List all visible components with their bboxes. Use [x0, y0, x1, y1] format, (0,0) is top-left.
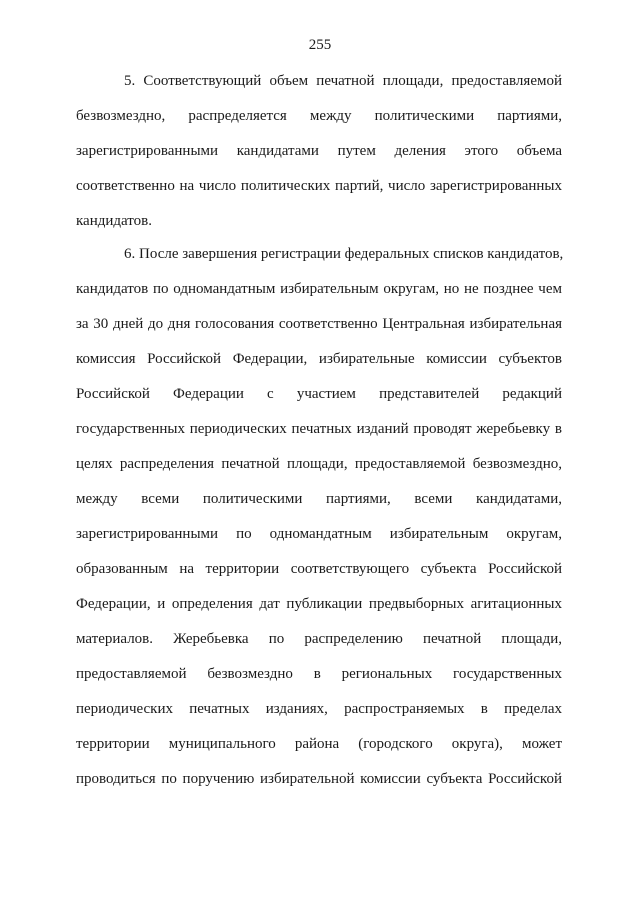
text-line: кандидатов. [76, 213, 152, 229]
text-line: периодических печатных изданиях, распространяемых в пределах [76, 701, 562, 717]
text-line: образованным на территории соответствующего субъекта Российской [76, 561, 562, 577]
paragraph-5 [76, 72, 562, 247]
text-line: безвозмездно, распределяется между политическими партиями, [76, 108, 562, 124]
text-line: целях распределения печатной площади, предоставляемой безвозмездно, [76, 456, 562, 472]
text-line: Российской Федерации с участием представителей редакций [76, 386, 562, 402]
text-line: Федерации, и определения дат публикации предвыборных агитационных [76, 596, 562, 612]
text-line: 6. После завершения регистрации федеральных списков кандидатов, [124, 246, 564, 262]
text-line: материалов. Жеребьевка по распределению печатной площади, [76, 631, 562, 647]
text-line: государственных периодических печатных изданий проводят жеребьевку в [76, 421, 562, 437]
text-line: между всеми политическими партиями, всеми кандидатами, [76, 491, 562, 507]
text-line: территории муниципального района (городского округа), может [76, 736, 562, 752]
text-line: кандидатов по одномандатным избирательным округам, но не позднее чем [76, 281, 562, 297]
text-line: зарегистрированными кандидатами путем деления этого объема [76, 143, 562, 159]
text-line: комиссия Российской Федерации, избирательные комиссии субъектов [76, 351, 562, 367]
text-line: зарегистрированными по одномандатным избирательным округам, [76, 526, 562, 542]
text-line: 5. Соответствующий объем печатной площади, предоставляемой [124, 73, 562, 89]
paragraph-6 [76, 245, 562, 805]
text-line: соответственно на число политических партий, число зарегистрированных [76, 178, 562, 194]
text-line: предоставляемой безвозмездно в региональных государственных [76, 666, 562, 682]
page-number: 255 [308, 37, 332, 53]
text-line: за 30 дней до дня голосования соответственно Центральная избирательная [76, 316, 562, 332]
text-line: проводиться по поручению избирательной комиссии субъекта Российской [76, 771, 562, 787]
